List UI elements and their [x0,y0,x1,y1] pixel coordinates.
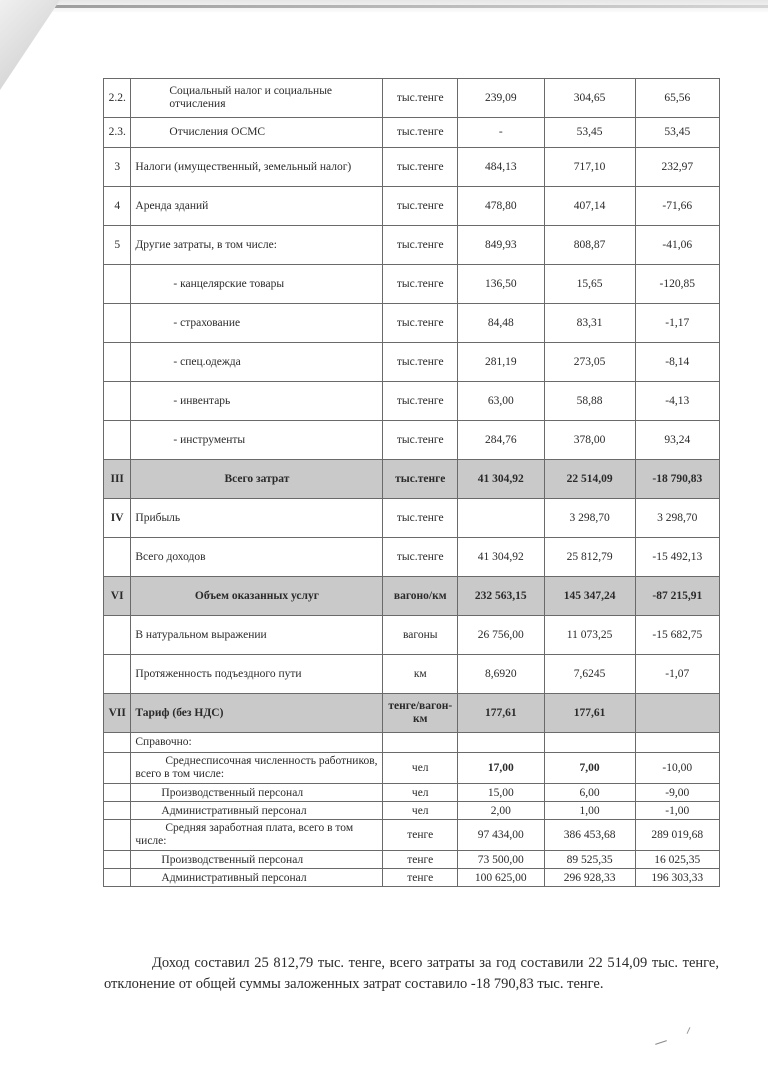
total-income-row [104,538,720,577]
row-number [104,616,131,655]
row-name: Социальный налог и социальные отчисления [131,79,383,118]
row-name: Производственный персонал [131,784,383,802]
pen-mark [655,1040,667,1045]
row-unit: тыс.тенге [383,79,458,118]
row-plan-value [458,499,545,538]
row-actual-value: 177,61 [544,694,635,733]
table-row [104,421,720,460]
row-number [104,304,131,343]
row-deviation-value: 289 019,68 [635,820,719,851]
row-deviation-value: -1,07 [635,655,719,694]
reference-header-row [104,733,720,753]
row-plan-value: 484,13 [458,148,545,187]
row-unit: км [383,655,458,694]
row-name: Аренда зданий [131,187,383,226]
row-unit: тыс.тенге [383,226,458,265]
row-number: VI [104,577,131,616]
row-plan-value: 478,80 [458,187,545,226]
table-row [104,79,720,118]
row-actual-value: 296 928,33 [544,869,635,887]
row-name: - спец.одежда [131,343,383,382]
row-number [104,869,131,887]
row-plan-value: 232 563,15 [458,577,545,616]
row-unit: тенге/вагон-км [383,694,458,733]
row-plan-value: 8,6920 [458,655,545,694]
row-deviation-value: -18 790,83 [635,460,719,499]
row-plan-value: - [458,118,545,148]
row-deviation-value: -71,66 [635,187,719,226]
row-name: Тариф (без НДС) [131,694,383,733]
row-plan-value: 97 434,00 [458,820,545,851]
profit-row [104,499,720,538]
row-number: VII [104,694,131,733]
row-name: Всего доходов [131,538,383,577]
row-name: В натуральном выражении [131,616,383,655]
table-row [104,304,720,343]
row-actual-value [544,733,635,753]
row-deviation-value: -15 682,75 [635,616,719,655]
row-actual-value: 15,65 [544,265,635,304]
row-deviation-value: 93,24 [635,421,719,460]
row-number [104,382,131,421]
row-actual-value: 89 525,35 [544,851,635,869]
row-actual-value: 22 514,09 [544,460,635,499]
row-number: 4 [104,187,131,226]
row-name: Среднесписочная численность работников, всего в том числе: [131,753,383,784]
table-row [104,187,720,226]
row-name: Налоги (имущественный, земельный налог) [131,148,383,187]
table-row [104,382,720,421]
row-name: Всего затрат [131,460,383,499]
row-plan-value: 849,93 [458,226,545,265]
row-unit: тыс.тенге [383,265,458,304]
row-name: Административный персонал [131,802,383,820]
row-number [104,851,131,869]
row-plan-value: 63,00 [458,382,545,421]
row-deviation-value: 65,56 [635,79,719,118]
row-number [104,655,131,694]
row-actual-value: 83,31 [544,304,635,343]
row-deviation-value: -87 215,91 [635,577,719,616]
row-actual-value: 386 453,68 [544,820,635,851]
table-row [104,802,720,820]
row-deviation-value: 232,97 [635,148,719,187]
row-number [104,538,131,577]
row-deviation-value: -41,06 [635,226,719,265]
row-name: - канцелярские товары [131,265,383,304]
table-row [104,265,720,304]
row-unit: тыс.тенге [383,187,458,226]
headcount-row [104,753,720,784]
row-number [104,820,131,851]
row-plan-value: 2,00 [458,802,545,820]
row-name: Справочно: [131,733,383,753]
page-corner-fold [0,0,60,90]
row-unit: тыс.тенге [383,304,458,343]
row-deviation-value: -9,00 [635,784,719,802]
row-name: Отчисления ОСМС [131,118,383,148]
row-unit: тыс.тенге [383,460,458,499]
row-deviation-value [635,733,719,753]
row-plan-value: 177,61 [458,694,545,733]
table-row [104,784,720,802]
row-unit: тыс.тенге [383,343,458,382]
row-unit: чел [383,802,458,820]
row-deviation-value: 3 298,70 [635,499,719,538]
row-name: Производственный персонал [131,851,383,869]
table-row [104,655,720,694]
row-actual-value: 1,00 [544,802,635,820]
row-name: - инструменты [131,421,383,460]
row-deviation-value: -1,17 [635,304,719,343]
row-name: Объем оказанных услуг [131,577,383,616]
row-unit: вагоно/км [383,577,458,616]
row-unit: тенге [383,820,458,851]
row-plan-value: 41 304,92 [458,538,545,577]
row-actual-value: 407,14 [544,187,635,226]
row-deviation-value: -120,85 [635,265,719,304]
row-plan-value: 281,19 [458,343,545,382]
row-deviation-value: -10,00 [635,753,719,784]
row-plan-value: 15,00 [458,784,545,802]
row-deviation-value: 16 025,35 [635,851,719,869]
pen-mark [687,1027,691,1034]
row-unit: тенге [383,851,458,869]
row-number [104,265,131,304]
row-actual-value: 11 073,25 [544,616,635,655]
row-name: - страхование [131,304,383,343]
row-unit: тыс.тенге [383,538,458,577]
table-row [104,869,720,887]
row-number [104,733,131,753]
table-row [104,616,720,655]
financial-report-table [103,78,720,887]
row-plan-value: 73 500,00 [458,851,545,869]
row-number: 5 [104,226,131,265]
table-row [104,148,720,187]
row-number [104,421,131,460]
row-unit: тенге [383,869,458,887]
row-actual-value: 273,05 [544,343,635,382]
row-actual-value: 808,87 [544,226,635,265]
row-name: Средняя заработная плата, всего в том числе: [131,820,383,851]
row-plan-value: 136,50 [458,265,545,304]
row-deviation-value [635,694,719,733]
row-deviation-value: 196 303,33 [635,869,719,887]
table-row [104,226,720,265]
row-actual-value: 145 347,24 [544,577,635,616]
scan-shadow [55,5,768,8]
total-costs-row [104,460,720,499]
table-row [104,851,720,869]
row-plan-value: 284,76 [458,421,545,460]
row-unit: тыс.тенге [383,148,458,187]
row-deviation-value: 53,45 [635,118,719,148]
row-number: 3 [104,148,131,187]
row-deviation-value: -8,14 [635,343,719,382]
tariff-row [104,694,720,733]
row-number [104,343,131,382]
row-number: 2.2. [104,79,131,118]
row-actual-value: 717,10 [544,148,635,187]
row-unit: чел [383,784,458,802]
row-plan-value: 239,09 [458,79,545,118]
table-row [104,118,720,148]
services-volume-row [104,577,720,616]
row-deviation-value: -1,00 [635,802,719,820]
row-name: Другие затраты, в том числе: [131,226,383,265]
row-unit: чел [383,753,458,784]
row-name: - инвентарь [131,382,383,421]
row-unit [383,733,458,753]
row-plan-value [458,733,545,753]
row-actual-value: 378,00 [544,421,635,460]
summary-paragraph: Доход составил 25 812,79 тыс. тенге, всего затраты за год составили 22 514,09 тыс. тенге, отклонение от общей суммы заложенных затрат составило -18 790,83 тыс. тенге. [104,954,719,992]
row-name: Протяженность подъездного пути [131,655,383,694]
row-number: IV [104,499,131,538]
row-actual-value: 7,00 [544,753,635,784]
row-plan-value: 26 756,00 [458,616,545,655]
row-unit: тыс.тенге [383,499,458,538]
row-actual-value: 25 812,79 [544,538,635,577]
row-deviation-value: -4,13 [635,382,719,421]
row-deviation-value: -15 492,13 [635,538,719,577]
row-name: Административный персонал [131,869,383,887]
row-actual-value: 304,65 [544,79,635,118]
row-plan-value: 17,00 [458,753,545,784]
row-name: Прибыль [131,499,383,538]
table-row [104,343,720,382]
row-number: 2.3. [104,118,131,148]
row-unit: тыс.тенге [383,382,458,421]
row-unit: вагоны [383,616,458,655]
row-plan-value: 84,48 [458,304,545,343]
row-actual-value: 53,45 [544,118,635,148]
row-number [104,753,131,784]
row-actual-value: 3 298,70 [544,499,635,538]
row-plan-value: 41 304,92 [458,460,545,499]
row-number [104,784,131,802]
row-unit: тыс.тенге [383,118,458,148]
row-plan-value: 100 625,00 [458,869,545,887]
row-number: III [104,460,131,499]
row-unit: тыс.тенге [383,421,458,460]
avg-salary-row [104,820,720,851]
row-actual-value: 58,88 [544,382,635,421]
row-actual-value: 7,6245 [544,655,635,694]
row-actual-value: 6,00 [544,784,635,802]
row-number [104,802,131,820]
